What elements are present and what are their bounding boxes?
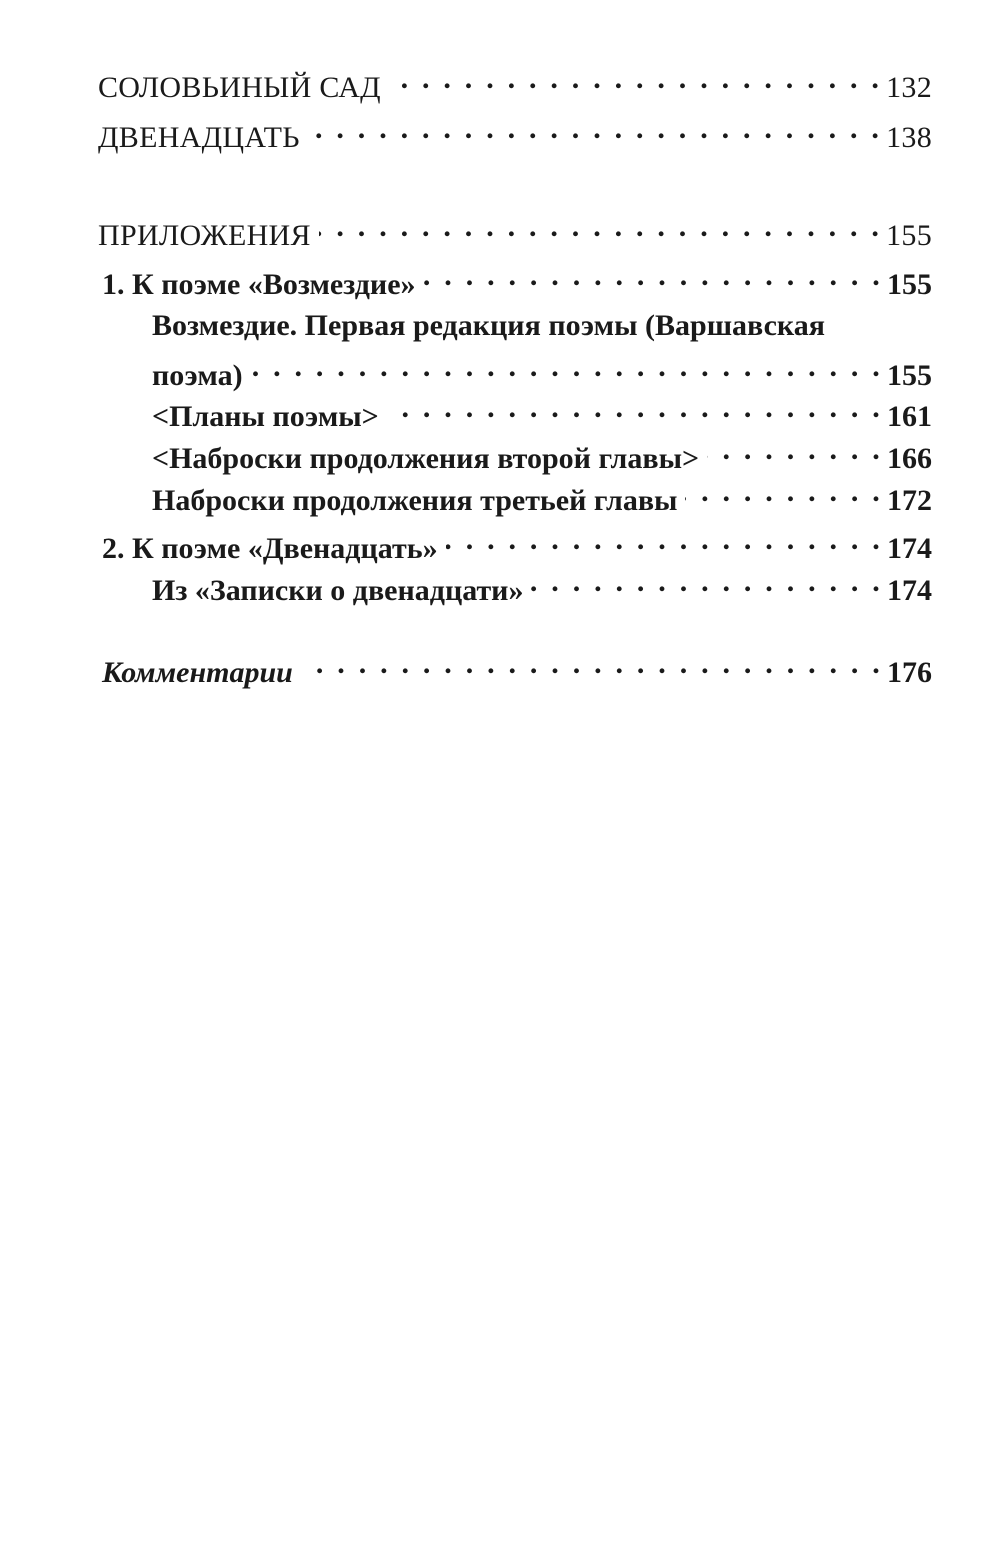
dot-leader: [387, 390, 883, 426]
toc-title: поэма): [152, 359, 243, 392]
toc-page-number: 155: [887, 359, 932, 392]
toc-entry-vozmezdie-first-edition[interactable]: [152, 349, 932, 394]
toc-page-number: 138: [886, 121, 932, 154]
toc-page-number: 161: [887, 400, 932, 433]
toc-entry-nabroski-tretey-glavy[interactable]: [152, 474, 932, 519]
toc-title: Комментарии: [102, 656, 293, 689]
toc-entry-dvenadtsat[interactable]: [98, 111, 932, 156]
toc-title: Из «Записки о двенадцати»: [152, 574, 524, 607]
toc-entry-vozmezdie-first-line[interactable]: Возмездие. Первая редакция поэмы (Варшавская: [152, 309, 825, 342]
toc-entry-k-poeme-dvenadtsat[interactable]: [102, 522, 932, 567]
toc-page-number: 132: [886, 71, 932, 104]
dot-leader: [319, 209, 882, 245]
dot-leader: [251, 349, 883, 385]
toc-title: СОЛОВЬИНЫЙ САД: [98, 71, 381, 104]
toc-page-number: 166: [887, 442, 932, 475]
toc-entry-kommentarii[interactable]: [102, 646, 932, 691]
toc-title: <Наброски продолжения второй главы>: [152, 442, 700, 475]
toc-title: ПРИЛОЖЕНИЯ: [98, 219, 311, 252]
dot-leader: [685, 474, 883, 510]
dot-leader: [531, 564, 883, 600]
dot-leader: [301, 646, 883, 682]
toc-entry-prilozheniya[interactable]: [98, 209, 932, 254]
dot-leader: [707, 432, 883, 468]
dot-leader: [308, 111, 882, 147]
toc-entry-k-poeme-vozmezdie[interactable]: [102, 258, 932, 303]
toc-entry-plany-poemy[interactable]: [152, 390, 932, 435]
toc-page-number: 176: [887, 656, 932, 689]
dot-leader: [424, 258, 883, 294]
toc-title: 1. К поэме «Возмездие»: [102, 268, 416, 301]
toc-entry-solovyiny-sad[interactable]: [98, 61, 932, 106]
toc-entry-nabroski-vtoroy-glavy[interactable]: [152, 432, 932, 477]
toc-title: <Планы поэмы>: [152, 400, 379, 433]
toc-page-number: 155: [886, 219, 932, 252]
toc-title: Наброски продолжения третьей главы: [152, 484, 678, 517]
toc-page-number: 155: [887, 268, 932, 301]
toc-page-number: 174: [887, 532, 932, 565]
toc-page-number: 174: [887, 574, 932, 607]
toc-title: ДВЕНАДЦАТЬ: [98, 121, 300, 154]
toc-title: 2. К поэме «Двенадцать»: [102, 532, 438, 565]
dot-leader: [389, 61, 882, 97]
dot-leader: [446, 522, 883, 558]
toc-entry-iz-zapiski[interactable]: [152, 564, 932, 609]
toc-page-number: 172: [887, 484, 932, 517]
